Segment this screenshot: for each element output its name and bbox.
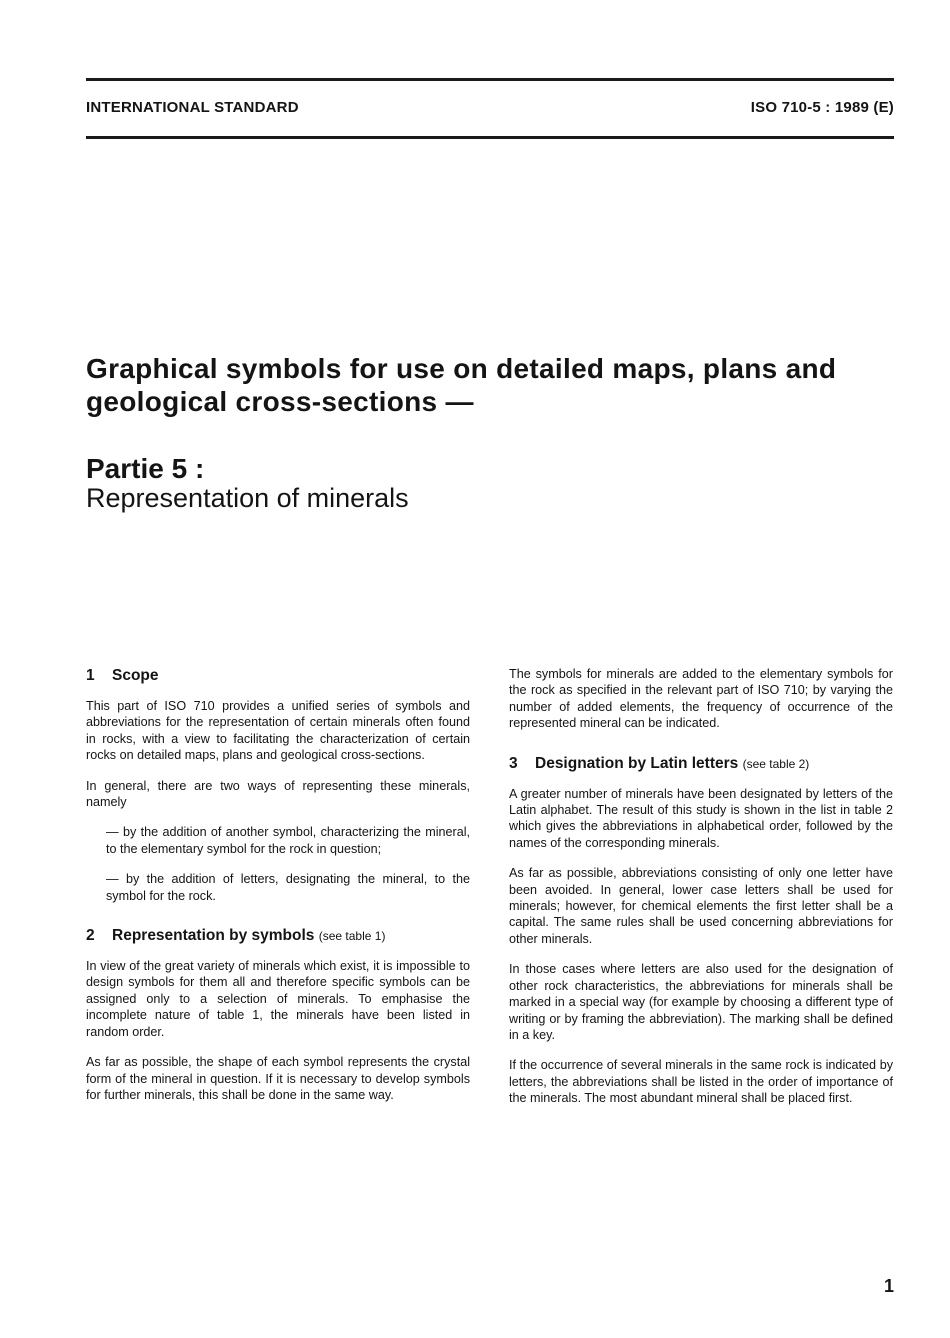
header-standard-type: INTERNATIONAL STANDARD xyxy=(86,99,299,116)
title-line-1: Graphical symbols for use on detailed maps, plans and xyxy=(86,353,837,384)
left-column xyxy=(86,666,470,1103)
scope-paragraph-1: This part of ISO 710 provides a unified series of symbols and abbreviations for the representation of certain minerals often found in rocks, with a view to facilitating the characterization of certain rocks on detailed maps, plans and geological cross-sections. xyxy=(86,699,470,763)
symbols-paragraph-1: In view of the great variety of minerals which exist, it is impossible to design symbols for them all and therefore specific symbols can be assigned only to a selection of minerals. To emphasise the incomplete nature of table 1, the minerals have been listed in random order. xyxy=(86,959,470,1039)
latin-paragraph-3: In those cases where letters are also used for the designation of other rock characteristics, the abbreviations for minerals shall be marked in a special way (for example by choosing a different type of writing or by framing the abbreviation). The marking shall be defined in a key. xyxy=(509,962,893,1042)
header-bottom-rule xyxy=(86,136,894,139)
table-reference: (see table 1) xyxy=(318,929,386,944)
header-top-rule xyxy=(86,78,894,81)
symbols-paragraph-2: As far as possible, the shape of each symbol represents the crystal form of the mineral in question. If it is necessary to develop symbols for further minerals, this shall be done in the same way. xyxy=(86,1055,470,1102)
section-2-heading xyxy=(86,926,470,946)
section-title: Designation by Latin letters xyxy=(535,754,739,772)
page-number: 1 xyxy=(883,1276,894,1296)
scope-list-item-2: — by the addition of letters, designating the mineral, to the symbol for the rock. xyxy=(106,872,470,903)
section-1-heading xyxy=(86,666,470,686)
document-title xyxy=(86,352,886,418)
part-subtitle: Representation of minerals xyxy=(86,483,409,513)
section-title: Representation by symbols xyxy=(112,927,315,945)
section-number: 3 xyxy=(509,754,518,772)
latin-paragraph-1: A greater number of minerals have been designated by letters of the Latin alphabet. The result of this study is shown in the list in table 2 which gives the abbreviations in alphabetical order, followed by the names of the corresponding minerals. xyxy=(509,786,893,850)
table-reference: (see table 2) xyxy=(742,756,810,771)
title-line-2: geological cross-sections — xyxy=(86,386,474,417)
scope-list-item-1: — by the addition of another symbol, characterizing the mineral, to the elementary symbol for the rock in question; xyxy=(106,825,470,856)
part-label: Partie 5 : xyxy=(86,453,205,484)
section-title: Scope xyxy=(112,667,159,684)
section-number: 1 xyxy=(86,667,95,684)
section-3-heading xyxy=(509,754,893,774)
right-column xyxy=(509,666,893,1107)
latin-paragraph-2: As far as possible, abbreviations consisting of only one letter have been avoided. In general, lower case letters shall be used for minerals; however, for chemical elements the first letter shall be a capital. The same rules shall be used concerning abbreviations for other minerals. xyxy=(509,866,893,946)
latin-paragraph-4: If the occurrence of several minerals in the same rock is indicated by letters, the abbreviations shall be listed in the order of importance of the minerals. The most abundant mineral shall be placed first. xyxy=(509,1058,893,1106)
scope-paragraph-2: In general, there are two ways of representing these minerals, namely xyxy=(86,778,470,810)
header-standard-number: ISO 710-5 : 1989 (E) xyxy=(750,99,894,116)
section-number: 2 xyxy=(86,927,95,945)
symbols-continued-paragraph: The symbols for minerals are added to the elementary symbols for the rock as specified in the relevant part of ISO 710; by varying the number of added elements, the frequency of occurrence of the represented mineral can be indicated. xyxy=(509,667,893,731)
